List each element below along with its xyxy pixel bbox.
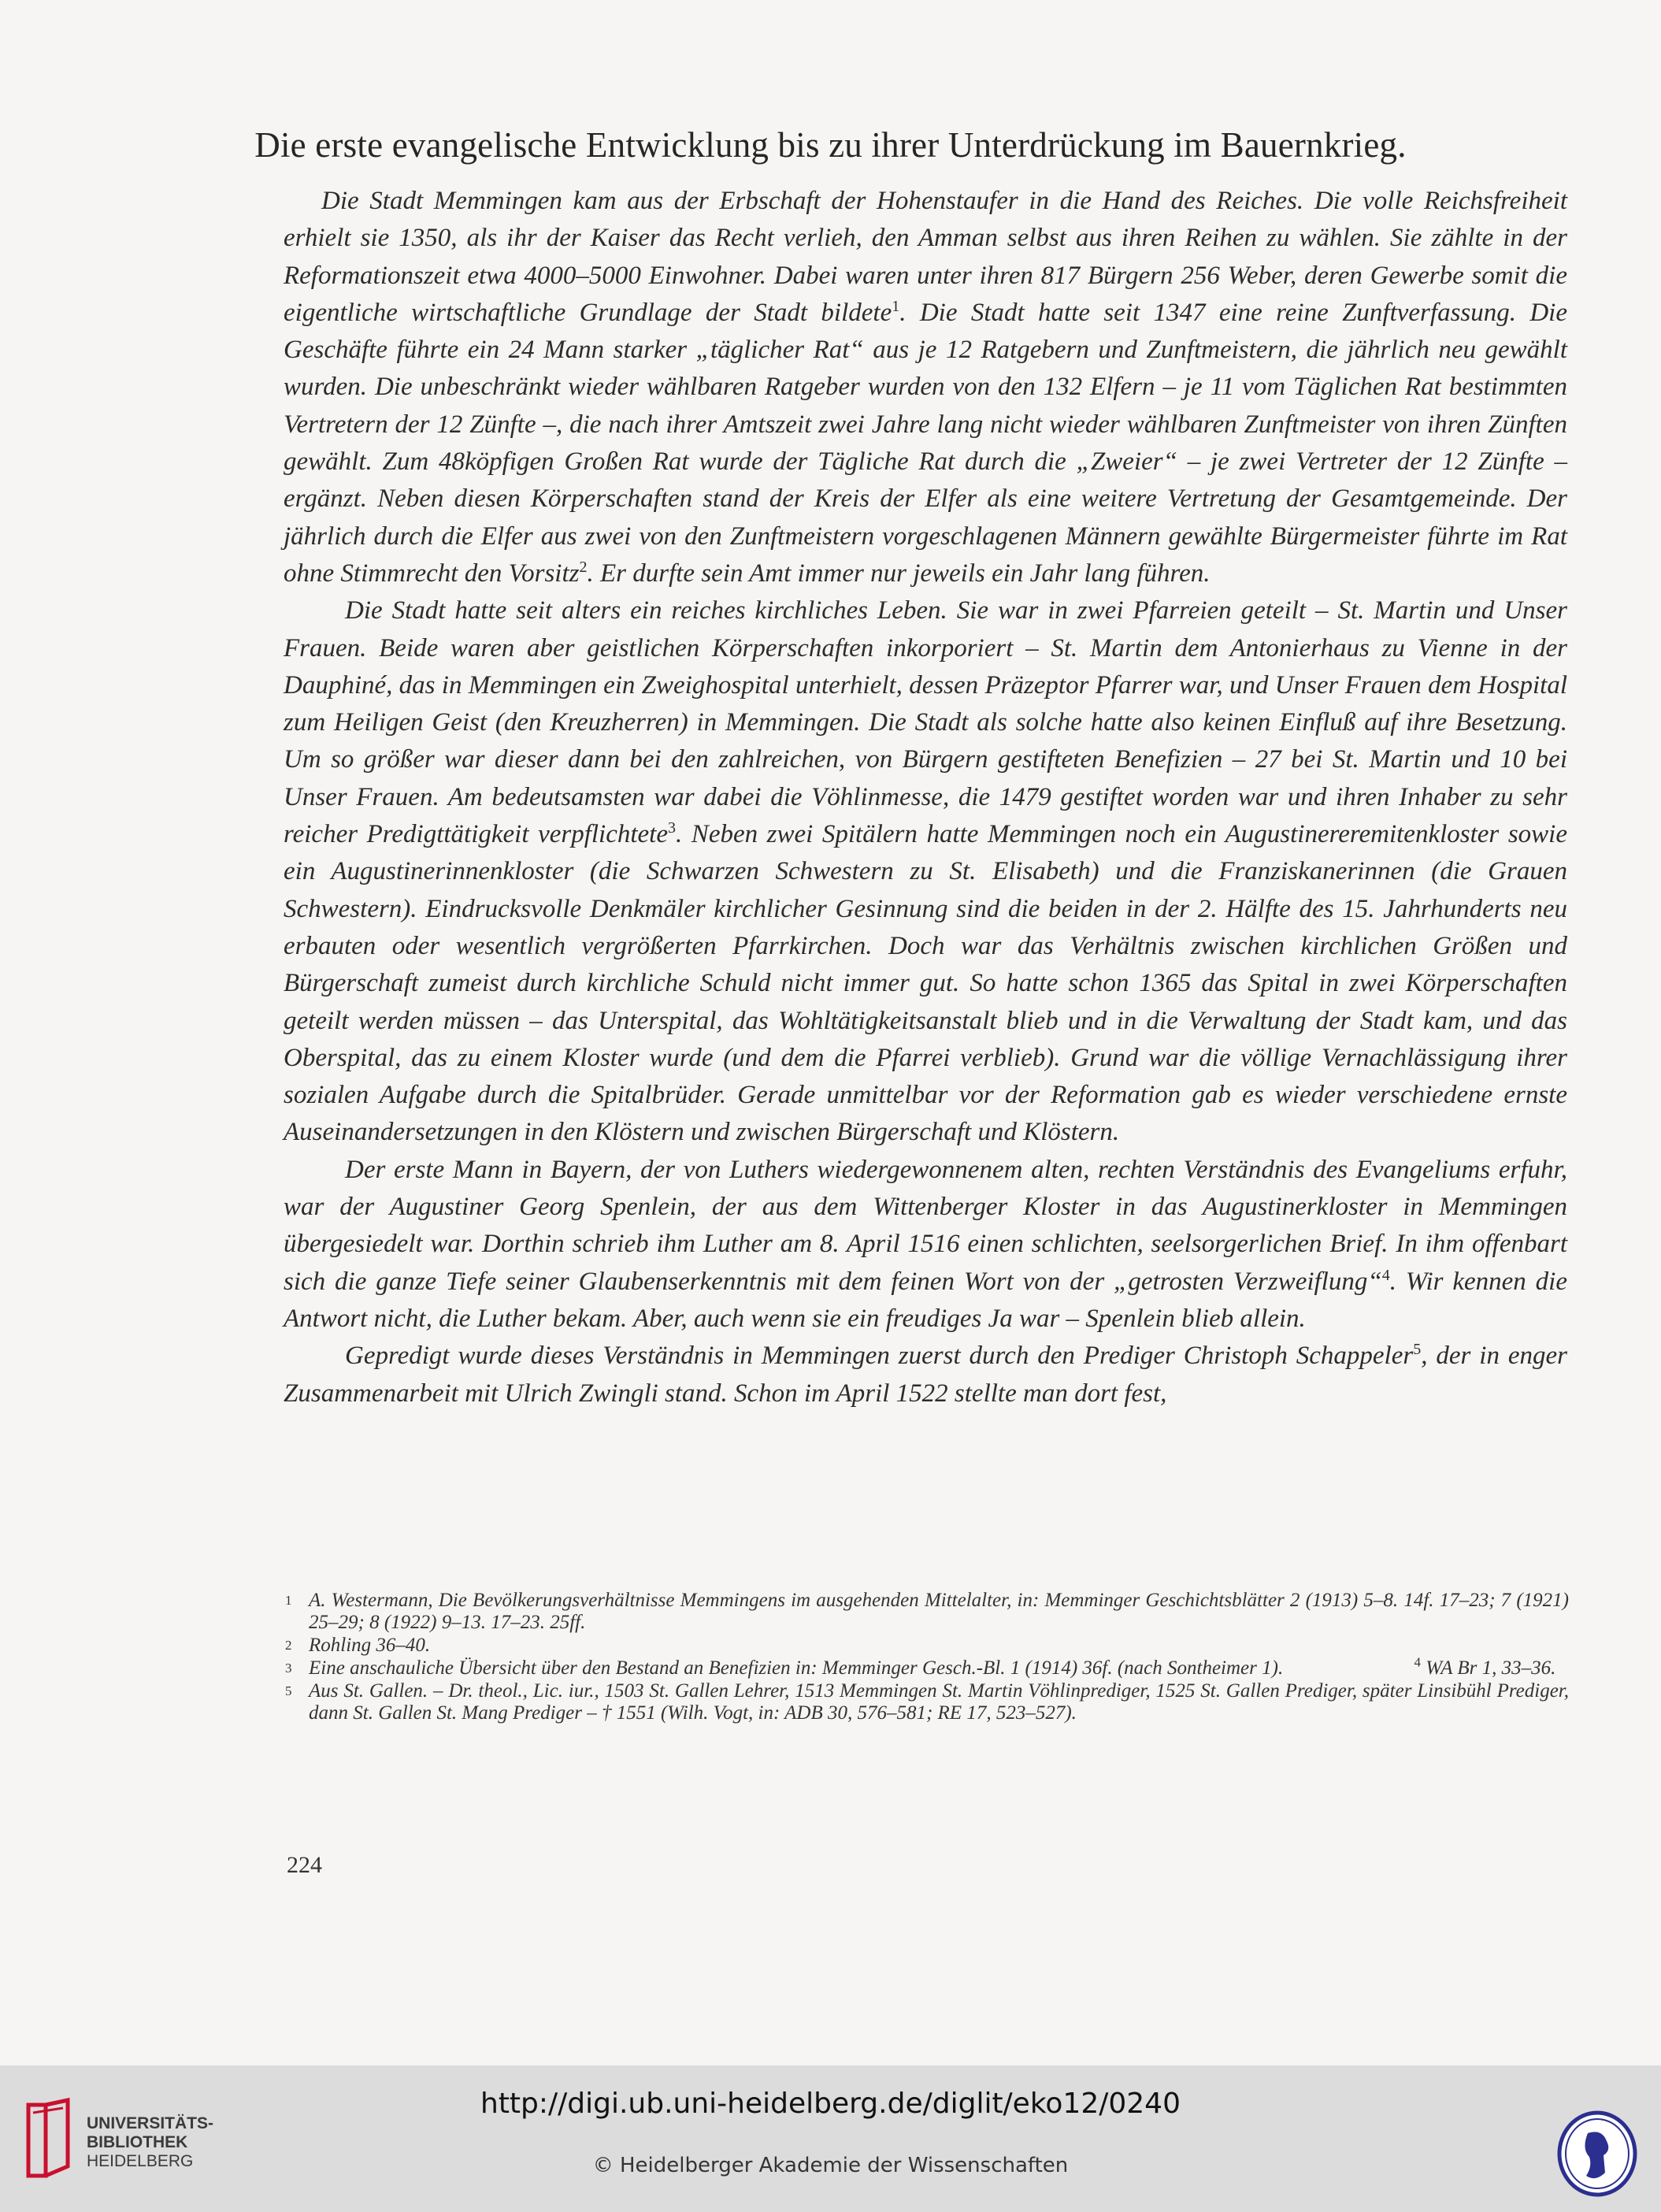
- paragraph-text: . Die Stadt hatte seit 1347 eine reine Zunftverfassung. Die Geschäfte führte ein 24 Mann starker „täglicher Rat“ aus je 12 Ratgebern und Zunftmeistern, die jährlich neu gewählt wurden. Die unbeschränkt wieder wählbaren Ratgeber wurden von den 132 Elfern – je 11 vom Täglichen Rat bestimmten Vertretern der 12 Zünfte –, die nach ihrer Amtszeit zwei Jahre lang nicht wieder wählbaren Zunftmeister von ihren Zünften gewählt. Zum 48köpfigen Großen Rat wurde der Tägliche Rat durch die „Zweier“ – je zwei Vertreter der 12 Zünfte – ergänzt. Neben diesen Körperschaften stand der Kreis der Elfer als eine weitere Vertretung der Gesamtgemeinde. Der jährlich durch die Elfer aus zwei von den Zunftmeistern vorgeschlagenen Männern gewählte Bürgermeister führte im Rat ohne Stimmrecht den Vorsitz: [284, 298, 1567, 588]
- paragraph-text: Gepredigt wurde dieses Verständnis in Memmingen zuerst durch den Prediger Christoph Schappeler: [345, 1342, 1414, 1371]
- paragraph-text: . Wir kennen die Antwort nicht, die Luther bekam. Aber, auch wenn sie ein freudiges Ja war – Spenlein blieb allein.: [284, 1267, 1567, 1333]
- viewer-footer: [0, 2065, 1661, 2212]
- paragraph-text: . Er durfte sein Amt immer nur jeweils ein Jahr lang führen.: [587, 559, 1211, 588]
- footnote-text: Rohling 36–40.: [309, 1635, 431, 1656]
- chapter-title: Die erste evangelische Entwicklung bis zu ihrer Unterdrückung im Bauernkrieg.: [254, 125, 1407, 165]
- footnote-number: 3: [285, 1661, 292, 1676]
- footnote-5: [285, 1680, 1569, 1724]
- paragraph: [284, 1338, 1567, 1412]
- footnote-text: [309, 1654, 1569, 1679]
- paragraph-text: Die Stadt Memmingen kam aus der Erbschaft der Hohenstaufer in die Hand des Reiches. Die volle Reichsfreiheit erhielt sie 1350, als ihr der Kaiser das Recht verlieh, den Amman selbst aus ihren Reihen zu wählen. Sie zählte in der Reformationszeit etwa 4000–5000 Einwohner. Dabei waren unter ihren 817 Bürgern 256 Weber, deren Gewerbe somit die eigentliche wirtschaftliche Grundlage der Stadt bildete: [284, 187, 1567, 327]
- footnote-reference[interactable]: 2: [579, 558, 588, 576]
- library-name-line: BIBLIOTHEK: [87, 2133, 188, 2151]
- body-text: [284, 183, 1567, 1412]
- footnote-number: 2: [285, 1638, 292, 1653]
- library-name-line: UNIVERSITÄTS-: [87, 2114, 214, 2132]
- footnote-reference[interactable]: 5: [1413, 1341, 1422, 1359]
- footnote-number: 1: [285, 1593, 292, 1608]
- paragraph-text: , der in enger Zusammenarbeit mit Ulrich Zwingli stand. Schon im April 1522 stellte man dort fest,: [284, 1342, 1567, 1408]
- footnote-reference[interactable]: 4: [1381, 1266, 1390, 1284]
- paragraph: [284, 183, 1567, 592]
- footnote-4-inline: [1414, 1654, 1556, 1679]
- library-name-line: HEIDELBERG: [87, 2152, 194, 2170]
- permalink-url[interactable]: http://digi.ub.uni-heidelberg.de/diglit/eko12/0240: [480, 2088, 1181, 2120]
- paragraph-text: Der erste Mann in Bayern, der von Luthers wiedergewonnenem alten, rechten Verständnis des Evangeliums erfuhr, war der Augustiner Georg Spenlein, der aus dem Wittenberger Kloster in das Augustinerkloster in Memmingen übergesiedelt war. Dorthin schrieb ihm Luther am 8. April 1516 einen schlichten, seelsorgerlichen Brief. In ihm offenbart sich die ganze Tiefe seiner Glaubenserkenntnis mit dem feinen Wort von der „getrosten Verzweiflung“: [284, 1155, 1567, 1296]
- footnote-reference[interactable]: 3: [668, 819, 676, 837]
- footnote-text: A. Westermann, Die Bevölkerungsverhältnisse Memmingens im ausgehenden Mittelalter, in: Memminger Geschichtsblätter 2 (1913) 5–8. 14f. 17–23; 7 (1921) 25–29; 8 (1922) 9–13. 17–23. 25ff.: [309, 1590, 1569, 1633]
- footnote-2: [285, 1635, 1569, 1657]
- footnote-reference[interactable]: 1: [892, 297, 900, 315]
- footnote-1: [285, 1590, 1569, 1634]
- paragraph: [284, 592, 1567, 1151]
- page-number: 224: [287, 1852, 322, 1878]
- paragraph-text: Die Stadt hatte seit alters ein reiches kirchliches Leben. Sie war in zwei Pfarreien geteilt – St. Martin und Unser Frauen. Beide waren aber geistlichen Körperschaften inkorporiert – St. Martin dem Antonierhaus zu Vienne in der Dauphiné, das in Memmingen ein Zweighospital unterhielt, dessen Präzeptor Pfarrer war, und Unser Frauen dem Hospital zum Heiligen Geist (den Kreuzherren) in Memmingen. Die Stadt als solche hatte also keinen Einfluß auf ihre Besetzung. Um so größer war dieser dann bei den zahlreichen, von Bürgern gestifteten Benefizien – 27 bei St. Martin und 10 bei Unser Frauen. Am bedeutsamsten war dabei die Vöhlinmesse, die 1479 gestiftet worden war und ihren Inhaber zu sehr reicher Predigttätigkeit verpflichtete: [284, 596, 1567, 849]
- academy-seal-icon: [1556, 2110, 1638, 2198]
- footnotes: [285, 1590, 1569, 1725]
- paragraph: [284, 1152, 1567, 1338]
- paragraph-text: . Neben zwei Spitälern hatte Memmingen noch ein Augustinereremitenkloster sowie ein Augustinerinnenkloster (die Schwarzen Schwestern zu St. Elisabeth) und die Franziskanerinnen (die Grauen Schwestern). Eindrucksvolle Denkmäler kirchlicher Gesinnung sind die beiden in der 2. Hälfte des 15. Jahrhunderts neu erbauten oder wesentlich vergrößerten Pfarrkirchen. Doch war das Verhältnis zwischen kirchlichen Größen und Bürgerschaft zumeist durch kirchliche Schuld nicht immer gut. So hatte schon 1365 das Spital in zwei Körperschaften geteilt werden müssen – das Unterspital, das Wohltätigkeitsanstalt blieb und in die Verwaltung der Stadt kam, und das Oberspital, das zu einem Kloster wurde (und dem die Pfarrei verblieb). Grund war die völlige Vernachlässigung ihrer sozialen Aufgabe durch die Spitalbrüder. Gerade unmittelbar vor der Reformation gab es wieder verschiedene ernste Auseinandersetzungen in den Klöstern und zwischen Bürgerschaft und Klöstern.: [284, 820, 1567, 1147]
- footnote-text: WA Br 1, 33–36.: [1426, 1657, 1556, 1679]
- footnote-text-part: Eine anschauliche Übersicht über den Bestand an Benefizien in: Memminger Gesch.-Bl. 1 (1914) 36f. (nach Sontheimer 1).: [309, 1657, 1284, 1679]
- footnote-text: Aus St. Gallen. – Dr. theol., Lic. iur., 1503 St. Gallen Lehrer, 1513 Memmingen St. Martin Vöhlinprediger, 1525 St. Gallen Prediger, später Linsibühl Prediger, dann St. Gallen St. Mang Prediger – † 1551 (Wilh. Vogt, in: ADB 30, 576–581; RE 17, 523–527).: [309, 1680, 1569, 1724]
- footnote-number: 5: [285, 1683, 292, 1698]
- copyright-notice: © Heidelberger Akademie der Wissenschaften: [592, 2154, 1069, 2177]
- footnote-number: 4: [1414, 1654, 1421, 1670]
- footnote-3: [285, 1654, 1569, 1679]
